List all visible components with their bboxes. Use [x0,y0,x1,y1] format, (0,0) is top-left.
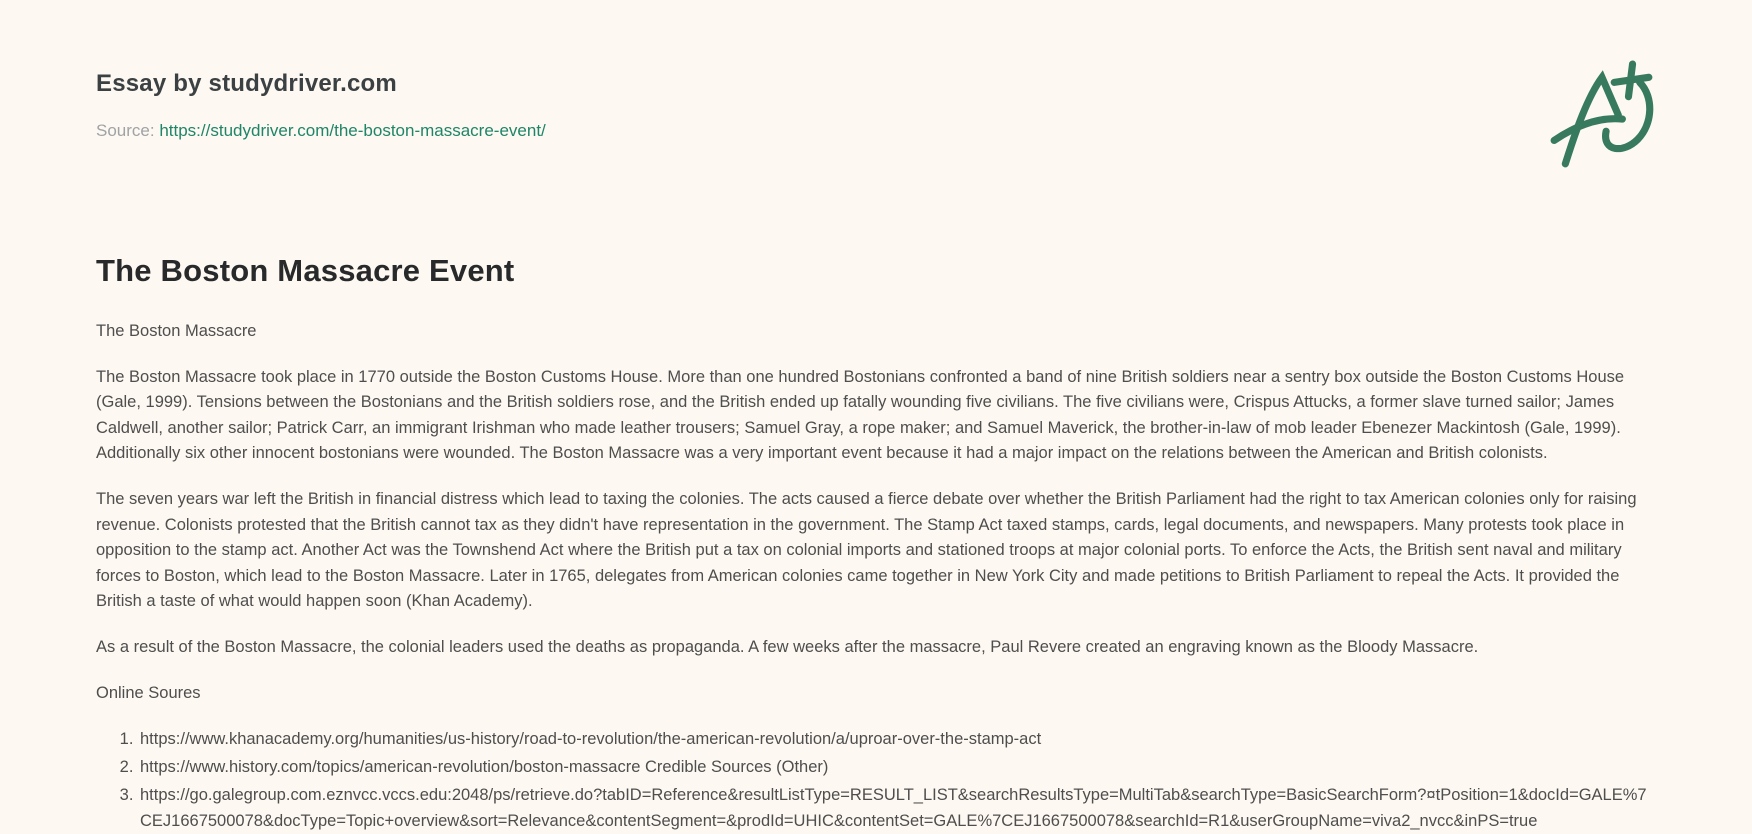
sources-list [96,726,1656,834]
sources-heading: Online Soures [96,683,201,702]
source-line [96,121,1656,141]
source-label: Source: [96,121,155,140]
essay-paragraph-3: As a result of the Boston Massacre, the colonial leaders used the deaths as propaganda. A few weeks after the massacre, Paul Revere created an engraving known as the Bloody Massacre. [96,637,1479,656]
essay-subtitle: The Boston Massacre [96,322,257,340]
page-header [96,70,1656,141]
essay-paragraph-1: The Boston Massacre took place in 1770 outside the Boston Customs House. More than one hundred Bostonians confronted a band of nine British soldiers near a sentry box outside the Boston Customs House (Gale, 1999). Tensions between the Bostonians and the British soldiers rose, and the British ended up fatally wounding five civilians. The five civilians were, Crispus Attucks, a former slave turned sailor; James Caldwell, another sailor; Patrick Carr, an immigrant Irishman who made leather trousers; Samuel Gray, a rope maker; and Samuel Maverick, the brother-in-law of mob leader Ebenezer Mackintosh (Gale, 1999). Additionally six other innocent bostonians were wounded. The Boston Massacre was a very important event because it had a major impact on the relations between the American and British colonists. [96,367,1625,463]
source-item: 2. https://www.history.com/topics/american-revolution/boston-massacre Credible Sources (Other) [138,754,1656,780]
site-title: Essay by studydriver.com [96,70,397,97]
essay-body [96,253,1656,834]
source-link[interactable]: https://studydriver.com/the-boston-massacre-event/ [159,121,546,140]
article-title: The Boston Massacre Event [96,253,515,288]
essay-paragraph-2: The seven years war left the British in financial distress which lead to taxing the colonies. The acts caused a fierce debate over whether the British Parliament had the right to tax American colonies only for raising revenue. Colonists protested that the British cannot tax as they didn't have representation in the government. The Stamp Act taxed stamps, cards, legal documents, and newspapers. Many protests took place in opposition to the stamp act. Another Act was the Townshend Act where the British put a tax on colonial imports and stationed troops at major colonial ports. To enforce the Acts, the British sent naval and military forces to Boston, which lead to the Boston Massacre. Later in 1765, delegates from American colonies came together in New York City and made petitions to British Parliament to repeal the Acts. It provided the British a taste of what would happen soon (Khan Academy). [96,489,1637,611]
source-item: 3. https://go.galegroup.com.eznvcc.vccs.edu:2048/ps/retrieve.do?tabID=Reference&resultListType=RESULT_LIST&searchResultsType=MultiTab&searchType=BasicSearchForm?¤tPosition=1&docId=GALE%7CEJ1667500078&docType=Topic+overview&sort=Relevance&contentSegment=&prodId=UHIC&contentSet=GALE%7CEJ1667500078&searchId=R1&userGroupName=viva2_nvcc&inPS=true [138,782,1656,834]
aplus-logo [1546,60,1658,172]
source-item: 1. https://www.khanacademy.org/humanities/us-history/road-to-revolution/the-american-revolution/a/uproar-over-the-stamp-act [138,726,1656,752]
